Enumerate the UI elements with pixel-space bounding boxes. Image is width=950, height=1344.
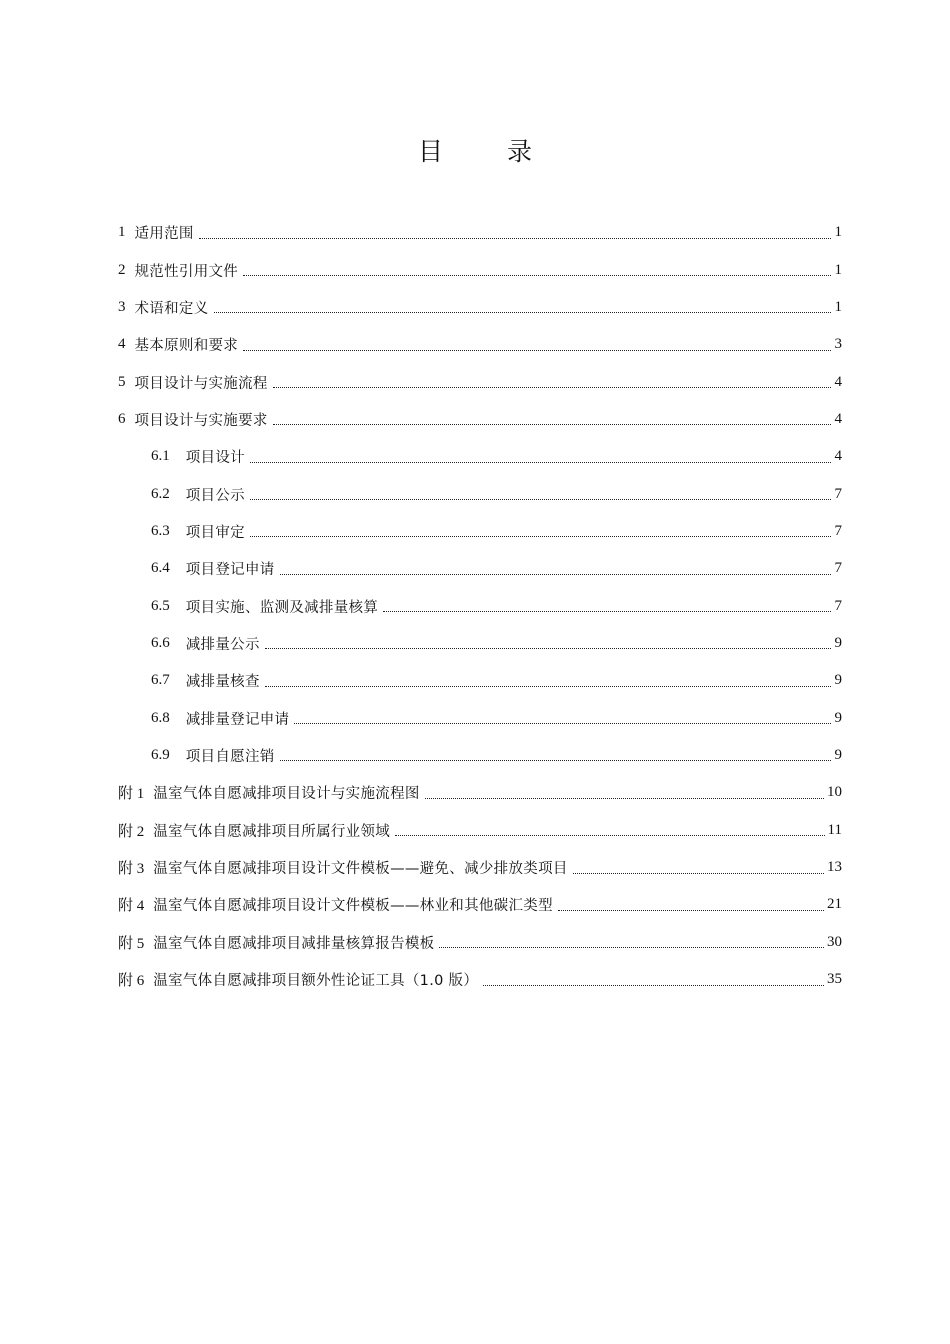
toc-entry-label: 温室气体自愿减排项目设计文件模板——林业和其他碳汇类型: [153, 898, 553, 915]
toc-subentry[interactable]: [118, 438, 842, 475]
toc-entry-page: 3: [834, 336, 842, 353]
toc-entry-page: 1: [834, 261, 842, 278]
toc-leader-dots: [265, 685, 831, 687]
toc-entry-label: 基本原则和要求: [134, 338, 239, 355]
toc-entry[interactable]: [118, 214, 842, 251]
toc-entry-number: 6.1: [151, 448, 170, 465]
toc-entry-label: 适用范围: [134, 226, 194, 243]
toc-entry-page: 11: [827, 821, 842, 838]
toc-entry-label: 项目公示: [185, 487, 245, 504]
toc-leader-dots: [483, 984, 824, 986]
toc-subentry[interactable]: [118, 550, 842, 587]
toc-entry-number: 附 1: [118, 786, 145, 803]
toc-entry[interactable]: [118, 401, 842, 438]
toc-leader-dots: [273, 386, 831, 388]
toc-entry-page: 1: [834, 224, 842, 241]
toc-entry-number: 5: [118, 373, 126, 390]
toc-leader-dots: [439, 946, 824, 948]
toc-leader-dots: [383, 610, 831, 612]
toc-appendix-entry[interactable]: [118, 924, 842, 961]
toc-subentry[interactable]: [118, 699, 842, 736]
toc-entry-label: 术语和定义: [134, 300, 209, 317]
toc-entry-label: 项目设计与实施流程: [134, 375, 268, 392]
toc-entry-label: 温室气体自愿减排项目额外性论证工具（1.0 版）: [153, 973, 479, 990]
toc-entry-page: 9: [834, 709, 842, 726]
toc-entry-number: 附 5: [118, 935, 145, 952]
toc-leader-dots: [395, 834, 824, 836]
toc-subentry[interactable]: [118, 475, 842, 512]
toc-entry-label: 温室气体自愿减排项目减排量核算报告模板: [153, 935, 435, 952]
toc-leader-dots: [250, 535, 831, 537]
toc-entry-page: 9: [834, 634, 842, 651]
toc-entry-label: 项目实施、监测及减排量核算: [185, 599, 379, 616]
toc-leader-dots: [265, 647, 831, 649]
toc-entry-page: 7: [834, 560, 842, 577]
toc-entry-number: 3: [118, 298, 126, 315]
toc-subentry[interactable]: [118, 625, 842, 662]
toc-entry-number: 6: [118, 410, 126, 427]
toc-entry-number: 2: [118, 261, 126, 278]
toc-entry[interactable]: [118, 326, 842, 363]
toc-entry-number: 附 4: [118, 898, 145, 915]
toc-appendix-entry[interactable]: [118, 961, 842, 998]
toc-leader-dots: [294, 722, 831, 724]
toc-entry-number: 附 6: [118, 973, 145, 990]
toc-entry-label: 规范性引用文件: [134, 263, 239, 280]
toc-entry-number: 6.6: [151, 634, 170, 651]
toc-appendix-entry[interactable]: [118, 812, 842, 849]
toc-entry-page: 7: [834, 522, 842, 539]
toc-entry-page: 4: [834, 410, 842, 427]
toc-entry-number: 6.5: [151, 597, 170, 614]
toc-entry-number: 1: [118, 224, 126, 241]
toc-entry-number: 6.8: [151, 709, 170, 726]
toc-entry-page: 30: [827, 933, 842, 950]
toc-entry-page: 10: [827, 784, 842, 801]
toc-leader-dots: [425, 797, 824, 799]
toc-leader-dots: [573, 872, 824, 874]
toc-appendix-entry[interactable]: [118, 774, 842, 811]
toc-appendix-entry[interactable]: [118, 886, 842, 923]
toc-leader-dots: [243, 349, 831, 351]
toc-entry-label: 项目设计与实施要求: [134, 412, 268, 429]
toc-subentry[interactable]: [118, 737, 842, 774]
toc-leader-dots: [250, 461, 831, 463]
toc-leader-dots: [280, 759, 831, 761]
toc-entry-page: 7: [834, 485, 842, 502]
toc-entry-page: 4: [834, 373, 842, 390]
toc-entry-label: 减排量登记申请: [185, 711, 290, 728]
table-of-contents: [118, 214, 842, 998]
toc-entry-label: 温室气体自愿减排项目设计与实施流程图: [153, 786, 420, 803]
toc-appendix-entry[interactable]: [118, 849, 842, 886]
toc-entry-page: 13: [827, 859, 842, 876]
toc-entry-label: 减排量核查: [185, 674, 260, 691]
toc-entry-page: 4: [834, 448, 842, 465]
toc-entry-number: 6.2: [151, 485, 170, 502]
toc-entry-page: 9: [834, 746, 842, 763]
toc-subentry[interactable]: [118, 513, 842, 550]
toc-entry-label: 项目自愿注销: [185, 748, 275, 765]
toc-entry-number: 4: [118, 336, 126, 353]
toc-entry-number: 附 3: [118, 861, 145, 878]
toc-entry-label: 温室气体自愿减排项目所属行业领域: [153, 823, 391, 840]
toc-entry-number: 6.7: [151, 672, 170, 689]
toc-entry-page: 7: [834, 597, 842, 614]
toc-subentry[interactable]: [118, 587, 842, 624]
page-title: 目 录: [418, 137, 560, 166]
toc-entry-label: 项目设计: [185, 450, 245, 467]
toc-entry-page: 1: [834, 298, 842, 315]
toc-entry[interactable]: [118, 251, 842, 288]
toc-entry[interactable]: [118, 363, 842, 400]
toc-entry[interactable]: [118, 289, 842, 326]
toc-leader-dots: [214, 311, 832, 313]
toc-entry-page: 9: [834, 672, 842, 689]
toc-entry-label: 减排量公示: [185, 636, 260, 653]
toc-entry-page: 21: [827, 896, 842, 913]
toc-entry-label: 项目登记申请: [185, 562, 275, 579]
toc-entry-number: 6.4: [151, 560, 170, 577]
toc-leader-dots: [280, 573, 831, 575]
toc-leader-dots: [558, 909, 824, 911]
toc-leader-dots: [199, 237, 831, 239]
toc-leader-dots: [250, 498, 831, 500]
toc-entry-label: 温室气体自愿减排项目设计文件模板——避免、减少排放类项目: [153, 861, 568, 878]
toc-subentry[interactable]: [118, 662, 842, 699]
toc-entry-number: 6.9: [151, 746, 170, 763]
toc-leader-dots: [273, 423, 831, 425]
toc-leader-dots: [243, 274, 831, 276]
toc-entry-number: 附 2: [118, 823, 145, 840]
toc-entry-number: 6.3: [151, 522, 170, 539]
toc-entry-page: 35: [827, 971, 842, 988]
toc-entry-label: 项目审定: [185, 524, 245, 541]
